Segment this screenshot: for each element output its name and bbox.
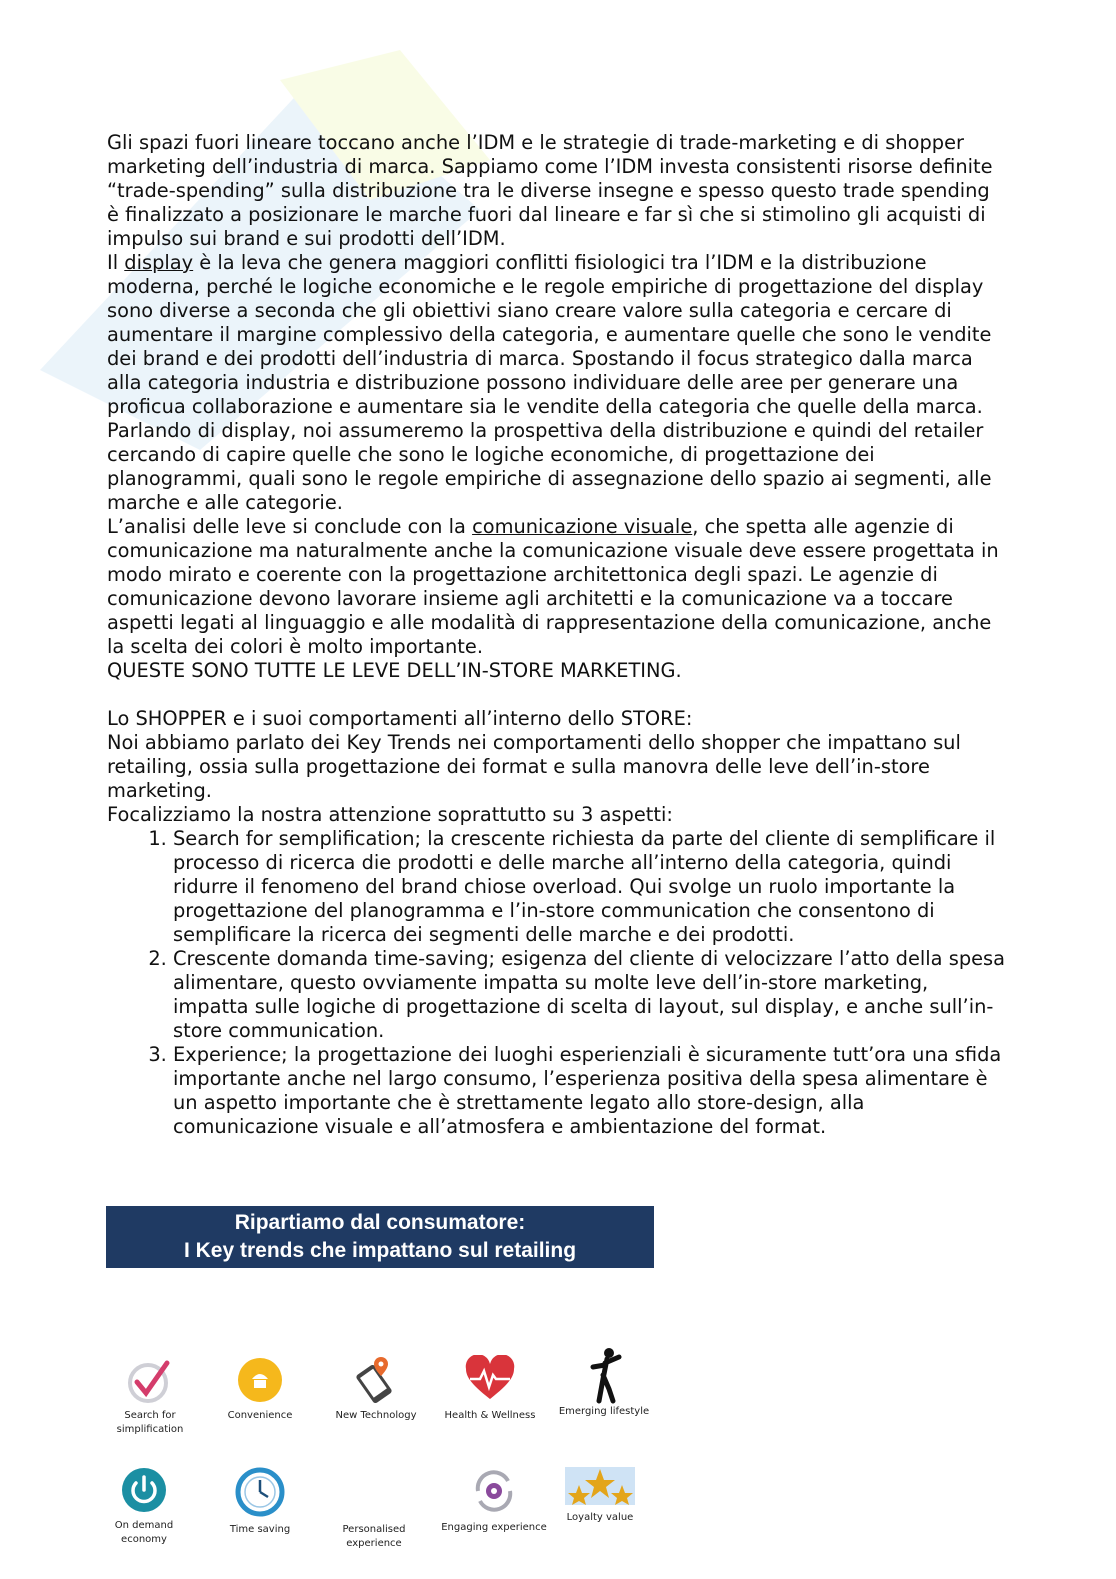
underlined-term: comunicazione visuale [472, 515, 693, 538]
paragraph: Noi abbiamo parlato dei Key Trends nei comportamenti dello shopper che impattano sul retailing, ossia sulla progettazione dei format e sulla manovra delle leve dell’in-store marketing. [107, 731, 961, 802]
smartphone-location-icon [351, 1355, 401, 1405]
running-person-icon [579, 1345, 629, 1405]
trend-search-simplification: Search for simplification [94, 1355, 206, 1437]
list-item: 2. Crescente domanda time-saving; esigenza del cliente di velocizzare l’atto della spesa alimentare, questo ovviamente impatta su molte leve dell’in-store marketing, impatta sulle logiche di progettazione di scelta di layout, sul display, e anche sull’in-store communication. [173, 947, 1007, 1043]
key-trends-banner [106, 1206, 654, 1268]
paragraph: Il display è la leva che genera maggiori conflitti fisiologici tra l’IDM e la distribuzione moderna, perché le logiche economiche e le regole empiriche di progettazione del display sono diverse a seconda che gli obiettivi siano creare valore sulla categoria e cercare di aumentare il margine complessivo della categoria, e aumentare quelle che sono le vendite dei brand e dei prodotti dell’industria di marca. Spostando il focus strategico dalla marca alla categoria industria e distribuzione possono individuare delle aree per generare una proficua collaborazione e aumentare sia le vendite della categoria che quelle della marca. [107, 251, 992, 418]
trend-engaging-experience: Engaging experience [438, 1465, 550, 1535]
list-item: 1. Search for semplification; la crescente richiesta da parte del cliente di semplificare il processo di ricerca die prodotti e delle marche all’interno della categoria, quindi ridurre il fenomeno del brand chiose overload. Qui svolge un ruolo importante la progettazione del planogramma e l’in-store communication che consentono di semplificare la ricerca dei segmenti delle marche e dei prodotti. [173, 827, 1007, 947]
trend-convenience: Convenience [204, 1355, 316, 1423]
trend-emerging-lifestyle: Emerging lifestyle [548, 1345, 660, 1419]
gear-cycle-icon [468, 1465, 520, 1517]
paragraph: Focalizziamo la nostra attenzione soprattutto su 3 aspetti: [107, 803, 673, 826]
trend-new-technology: New Technology [320, 1355, 432, 1423]
trend-loyalty-value: Loyalty value [544, 1465, 656, 1525]
document-body [107, 131, 1007, 1139]
trend-health-wellness: Health & Wellness [434, 1355, 546, 1423]
trend-on-demand-economy: On demand economy [88, 1465, 200, 1547]
paragraph: L’analisi delle leve si conclude con la comunicazione visuale, che spetta alle agenzie di comunicazione ma naturalmente anche la comunicazione visuale deve essere progettata in modo mirato e coerente con la progettazione architettonica degli spazi. Le agenzie di comunicazione devono lavorare insieme agli architetti e la comunicazione va a toccare aspetti legati al linguaggio e alle modalità di rappresentazione della comunicazione, anche la scelta dei colori è molto importante. [107, 515, 999, 658]
trend-time-saving: Time saving [204, 1465, 316, 1537]
checkmark-icon [125, 1355, 175, 1405]
paragraph: QUESTE SONO TUTTE LE LEVE DELL’IN-STORE MARKETING. [107, 659, 682, 682]
banner-line-1: Ripartiamo dal consumatore: [234, 1211, 526, 1234]
underlined-term: display [124, 251, 194, 274]
power-icon [119, 1465, 169, 1515]
heartbeat-icon [464, 1355, 516, 1405]
cupcake-icon [235, 1355, 285, 1405]
clock-icon [233, 1465, 287, 1519]
section-heading: Lo SHOPPER e i suoi comportamenti all’interno dello STORE: [107, 707, 693, 730]
aspects-list [107, 827, 1007, 1139]
paragraph: Gli spazi fuori lineare toccano anche l’IDM e le strategie di trade-marketing e di shopper marketing dell’industria di marca. Sappiamo come l’IDM investa consistenti risorse definite “trade-spending” sulla distribuzione tra le diverse insegne e spesso questo trade spending è finalizzato a posizionare le marche fuori dal lineare e far sì che si stimolino gli acquisti di impulso sui brand e sui prodotti dell’IDM. [107, 131, 993, 250]
list-item: 3. Experience; la progettazione dei luoghi esperienziali è sicuramente tutt’ora una sfida importante anche nel largo consumo, l’esperienza positiva della spesa alimentare è un aspetto importante che è strettamente legato allo store-design, alla comunicazione visuale e all’atmosfera e ambientazione del format. [173, 1043, 1007, 1139]
paragraph: Parlando di display, noi assumeremo la prospettiva della distribuzione e quindi del retailer cercando di capire quelle che sono le logiche economiche, di progettazione dei planogrammi, quali sono le regole empiriche di assegnazione dello spazio ai segmenti, alle marche e alle categorie. [107, 419, 992, 514]
trend-personalised-experience: Personalised experience [342, 1524, 406, 1549]
stars-icon [565, 1465, 635, 1507]
banner-line-2: I Key trends che impattano sul retailing [183, 1239, 577, 1262]
